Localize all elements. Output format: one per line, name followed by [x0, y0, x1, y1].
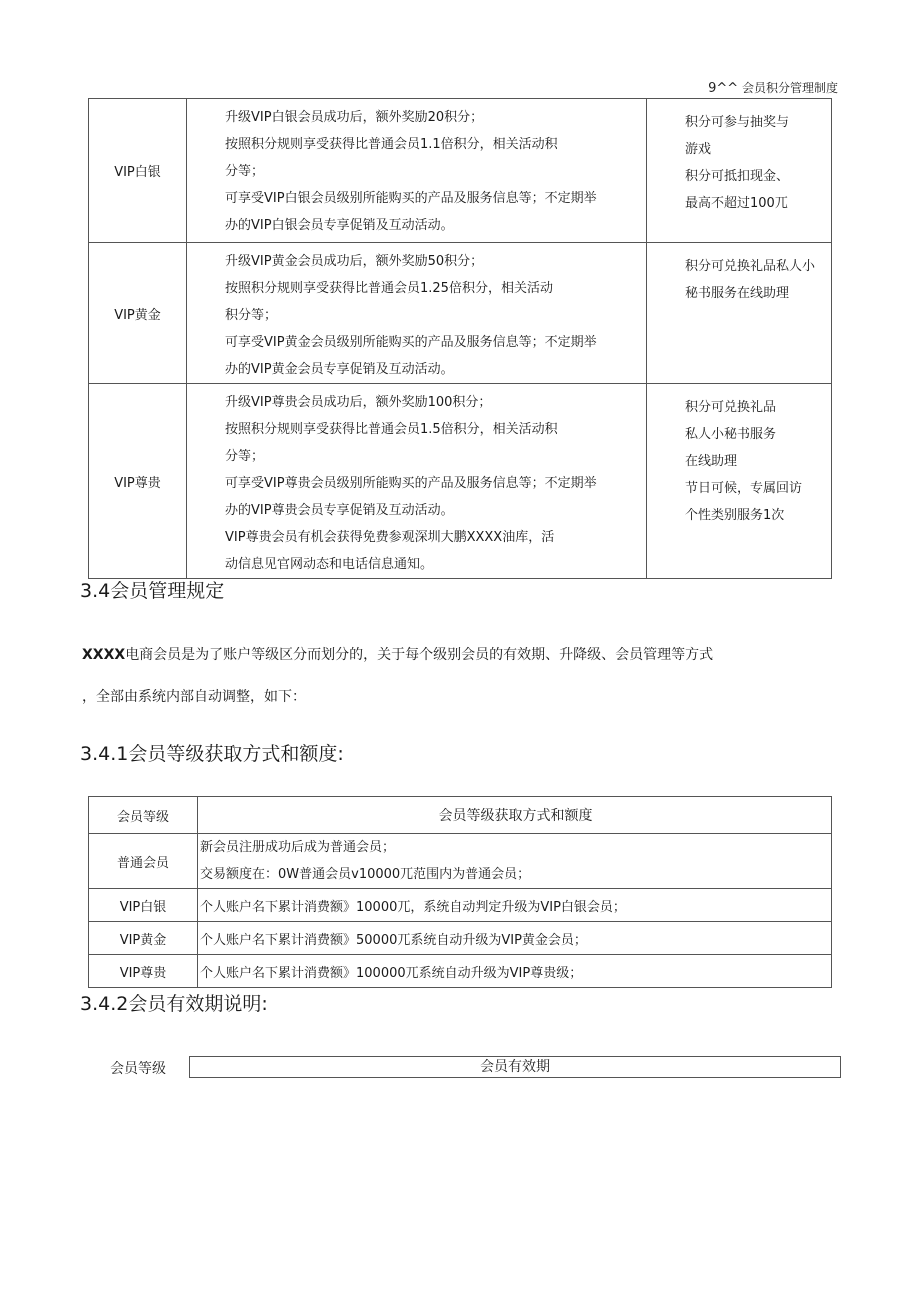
rule-cell — [198, 834, 832, 889]
validity-header-box: 会员有效期 — [189, 1056, 841, 1078]
points-line: 积分可抵扣现金、 — [685, 169, 790, 184]
benefit-line: 分等； — [225, 164, 265, 179]
benefit-line: 办的VIP白银会员专享促销及互动活动。 — [225, 218, 454, 233]
level-cell: VIP尊贵 — [89, 955, 198, 988]
document-title: 会员积分管理制度 — [741, 81, 838, 95]
rule-line: 交易额度在：0W普通会员v10000兀范围内为普通会员； — [200, 867, 531, 882]
benefit-cell — [187, 384, 647, 579]
points-line: 积分可兑换礼品私人小 — [685, 259, 816, 274]
points-usage-cell — [647, 384, 832, 579]
benefit-line: 升级VIP尊贵会员成功后，额外奖励100积分； — [225, 395, 492, 410]
level-cell: VIP黄金 — [89, 922, 198, 955]
brand-name: XXXX — [82, 647, 126, 663]
benefit-line: 办的VIP黄金会员专享促销及互动活动。 — [225, 362, 454, 377]
benefit-cell — [187, 99, 647, 243]
level-cell: VIP尊贵 — [89, 384, 187, 579]
table-row — [89, 99, 832, 243]
level-cell: 普通会员 — [89, 834, 198, 889]
benefit-line: 可享受VIP白银会员级别所能购买的产品及服务信息等；不定期举 — [225, 191, 597, 206]
points-line: 游戏 — [685, 142, 712, 157]
level-cell: VIP白银 — [89, 889, 198, 922]
benefit-line: 升级VIP白银会员成功后，额外奖励20积分； — [225, 110, 484, 125]
points-line: 私人小秘书服务 — [685, 427, 777, 442]
benefit-line: 可享受VIP尊贵会员级别所能购买的产品及服务信息等；不定期举 — [225, 476, 597, 491]
benefit-line: VIP尊贵会员有机会获得免费参观深圳大鹏XXXX油库，活 — [225, 530, 555, 545]
benefit-line: 分等； — [225, 449, 265, 464]
rule-cell: 个人账户名下累计消费额》100000兀系统自动升级为VIP尊贵级； — [198, 955, 832, 988]
points-line: 个性类别服务1次 — [685, 508, 785, 523]
rule-cell: 个人账户名下累计消费额》10000兀，系统自动判定升级为VIP白银会员； — [198, 889, 832, 922]
column-header: 会员等级 — [89, 797, 198, 834]
level-cell: VIP白银 — [89, 99, 187, 243]
benefit-line: 动信息见官网动态和电话信息通知。 — [225, 557, 434, 572]
column-header: 会员等级获取方式和额度 — [198, 797, 832, 834]
benefit-line: 按照积分规则享受获得比普通会员1.25倍积分，相关活动 — [225, 281, 553, 296]
points-line: 积分可参与抽奖与 — [685, 115, 790, 130]
page-number: 9^^ — [708, 81, 739, 96]
section-heading-3-4-2: 3.4.2会员有效期说明: — [80, 993, 268, 1015]
points-line: 节日可候，专属回访 — [685, 481, 803, 496]
paragraph-text: ，全部由系统内部自动调整，如下： — [82, 689, 306, 705]
section-heading-3-4-1: 3.4.1会员等级获取方式和额度: — [80, 743, 344, 765]
level-acquisition-table — [88, 796, 832, 988]
paragraph-text: 电商会员是为了账户等级区分而划分的，关于每个级别会员的有效期、升降级、会员管理等方式 — [125, 647, 714, 663]
points-line: 秘书服务在线助理 — [685, 286, 790, 301]
points-usage-cell — [647, 99, 832, 243]
rule-line: 新会员注册成功后成为普通会员； — [200, 840, 396, 855]
benefit-line: 按照积分规则享受获得比普通会员1.1倍积分，相关活动积 — [225, 137, 558, 152]
table-row — [89, 922, 832, 955]
benefit-line: 升级VIP黄金会员成功后，额外奖励50积分； — [225, 254, 484, 269]
benefit-line: 可享受VIP黄金会员级别所能购买的产品及服务信息等；不定期举 — [225, 335, 597, 350]
points-line: 积分可兑换礼品 — [685, 400, 777, 415]
section-paragraph — [82, 634, 842, 718]
table-header-row — [89, 797, 832, 834]
points-line: 在线助理 — [685, 454, 738, 469]
points-usage-cell — [647, 243, 832, 384]
table-row — [89, 889, 832, 922]
section-heading-3-4: 3.4会员管理规定 — [80, 580, 225, 602]
benefits-table — [88, 98, 832, 579]
rule-cell: 个人账户名下累计消费额》50000兀系统自动升级为VIP黄金会员； — [198, 922, 832, 955]
validity-level-label: 会员等级 — [110, 1061, 166, 1077]
table-row — [89, 955, 832, 988]
table-row — [89, 243, 832, 384]
benefit-line: 积分等； — [225, 308, 278, 323]
table-row — [89, 384, 832, 579]
table-row — [89, 834, 832, 889]
benefit-line: 按照积分规则享受获得比普通会员1.5倍积分，相关活动积 — [225, 422, 558, 437]
points-line: 最高不超过100兀 — [685, 196, 788, 211]
page-header — [708, 79, 838, 96]
level-cell: VIP黄金 — [89, 243, 187, 384]
benefit-cell — [187, 243, 647, 384]
benefit-line: 办的VIP尊贵会员专享促销及互动活动。 — [225, 503, 454, 518]
